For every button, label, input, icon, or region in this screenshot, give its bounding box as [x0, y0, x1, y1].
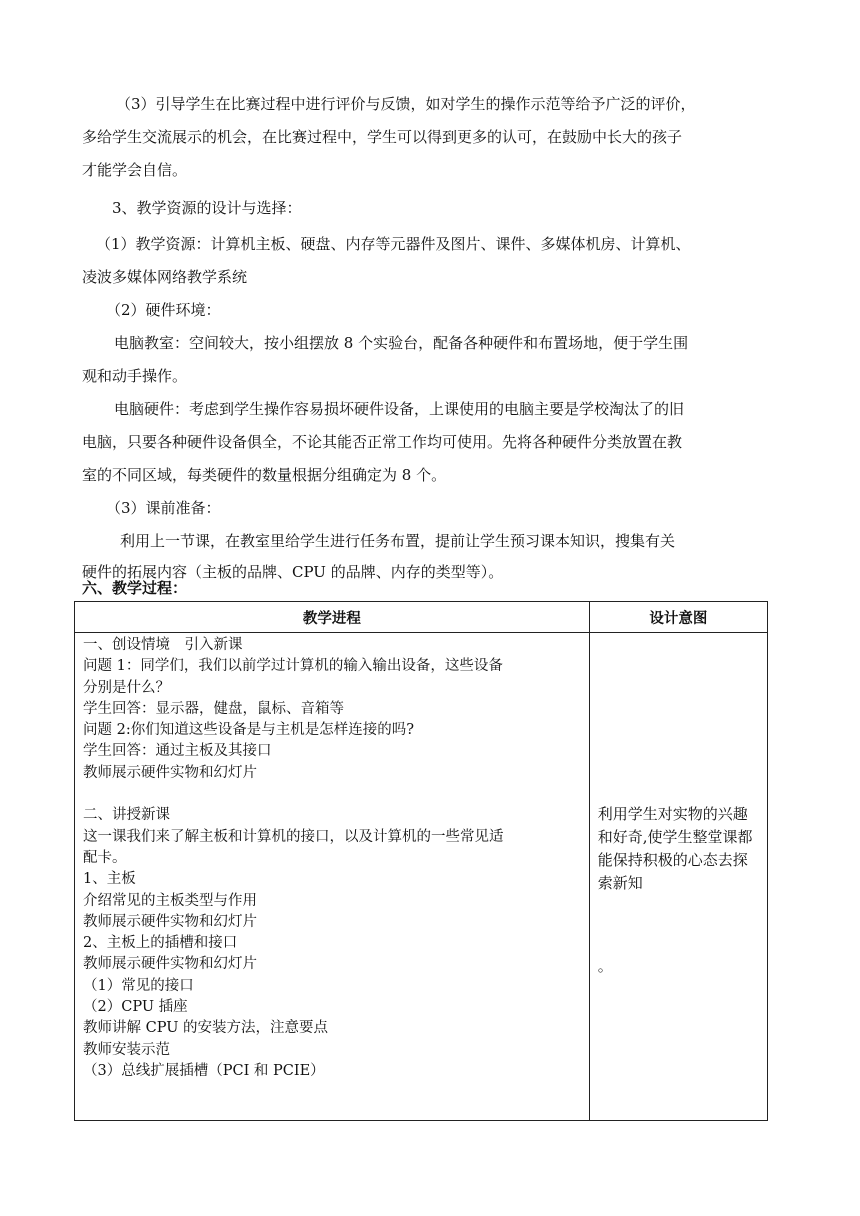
- process-line: 分别是什么？: [83, 679, 170, 696]
- paragraph-preparation-title: （3）课前准备：: [106, 499, 221, 517]
- teaching-progress-cell: [75, 633, 590, 1121]
- process-line: 教师展示硬件实物和幻灯片: [83, 913, 257, 930]
- process-line: 学生回答：通过主板及其接口: [83, 743, 272, 760]
- header-teaching-progress: 教学进程: [75, 602, 590, 633]
- teaching-process-table: [74, 601, 768, 1121]
- paragraph-resources-1: （1）教学资源：计算机主板、硬盘、内存等元器件及图片、课件、多媒体机房、计算机、: [96, 235, 691, 253]
- table-row: [75, 633, 768, 1121]
- paragraph-evaluation-1: （3）引导学生在比赛过程中进行评价与反馈，如对学生的操作示范等给予广泛的评价，: [116, 95, 696, 113]
- process-line: 1、主板: [83, 871, 136, 888]
- paragraph-hardware-title: （2）硬件环境：: [106, 301, 221, 319]
- table-header-row: [75, 602, 768, 633]
- section-heading-teaching-process: 六、教学过程：: [82, 579, 188, 597]
- process-line: 问题 1：同学们，我们以前学过计算机的输入输出设备，这些设备: [83, 658, 503, 675]
- process-line: 学生回答：显示器，健盘，鼠标、音箱等: [83, 700, 344, 717]
- design-intent-cell: [589, 633, 767, 1121]
- header-design-intent: 设计意图: [589, 602, 767, 633]
- paragraph-preparation-1: 利用上一节课，在教室里给学生进行任务布置，提前让学生预习课本知识，搜集有关: [120, 532, 676, 550]
- process-line: （1）常见的接口: [83, 977, 194, 994]
- design-intent-text: 利用学生对实物的兴趣和好奇,使学生整堂课都能保持积极的心态去探索新知: [597, 805, 753, 892]
- paragraph-resources-2: 凌波多媒体网络教学系统: [82, 268, 248, 286]
- process-line: （3）总线扩展插槽（PCI 和 PCIE）: [83, 1062, 325, 1079]
- design-intent-mark: 。: [597, 957, 613, 975]
- process-line: 一、创设情境 引入新课: [83, 637, 243, 653]
- process-line: [83, 784, 585, 805]
- process-line: 介绍常见的主板类型与作用: [83, 892, 257, 909]
- process-line: 教师展示硬件实物和幻灯片: [83, 956, 257, 973]
- paragraph-preparation-2: 硬件的拓展内容（主板的品牌、CPU 的品牌、内存的类型等）。: [82, 563, 504, 581]
- paragraph-computer-3: 室的不同区域，每类硬件的数量根据分组确定为 8 个。: [82, 466, 447, 484]
- process-line: 二、讲授新课: [83, 807, 170, 824]
- section-resources-title: 3、教学资源的设计与选择：: [112, 199, 302, 217]
- process-line: 配卡。: [83, 849, 127, 866]
- paragraph-computer-2: 电脑，只要各种硬件设备俱全，不论其能否正常工作均可使用。先将各种硬件分类放置在教: [82, 433, 683, 451]
- paragraph-evaluation-3: 才能学会自信。: [82, 161, 188, 179]
- process-line: 教师展示硬件实物和幻灯片: [83, 764, 257, 781]
- paragraph-evaluation-2: 多给学生交流展示的机会，在比赛过程中，学生可以得到更多的认可，在鼓励中长大的孩子: [82, 128, 683, 146]
- process-line: 教师讲解 CPU 的安装方法，注意要点: [83, 1020, 329, 1037]
- process-line: 教师安装示范: [83, 1041, 170, 1058]
- paragraph-computer-1: 电脑硬件：考虑到学生操作容易损坏硬件设备，上课使用的电脑主要是学校淘汰了的旧: [114, 400, 685, 418]
- process-line: （2）CPU 插座: [83, 999, 188, 1016]
- process-line: 2、主板上的插槽和接口: [83, 935, 238, 952]
- process-line: 这一课我们来了解主板和计算机的接口，以及计算机的一些常见适: [83, 828, 504, 845]
- paragraph-classroom-1: 电脑教室：空间较大，按小组摆放 8 个实验台，配备各种硬件和布置场地，便于学生围: [114, 334, 689, 352]
- paragraph-classroom-2: 观和动手操作。: [82, 367, 188, 385]
- process-line: 问题 2:你们知道这些设备是与主机是怎样连接的吗?: [83, 722, 414, 739]
